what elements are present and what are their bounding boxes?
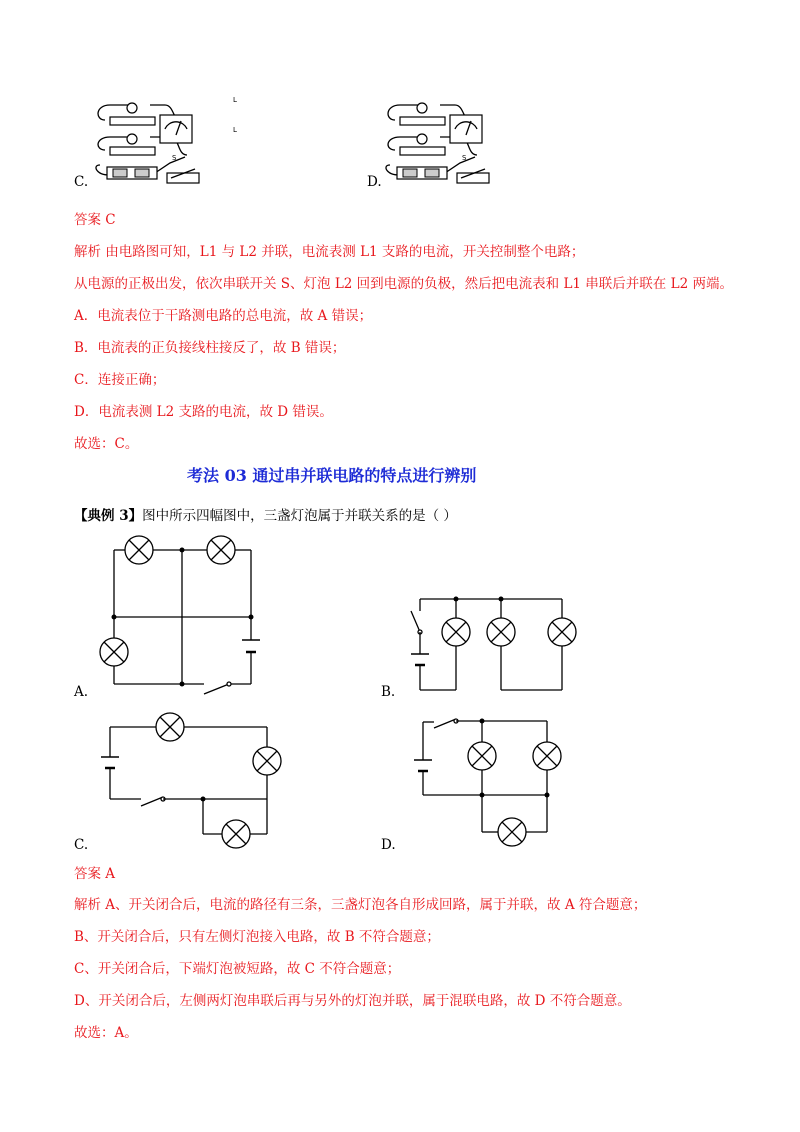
analysis-line: 解析 由电路图可知，L1 与 L2 并联，电流表测 L1 支路的电流，开关控制整个电路；	[74, 244, 585, 260]
diagram-label-d: D.	[381, 837, 396, 853]
analysis-line: D．电流表测 L2 支路的电流，故 D 错误。	[74, 404, 333, 420]
analysis-line: 解析 A、开关闭合后，电流的路径有三条，三盏灯泡各自形成回路，属于并联，故 A 符合题意；	[74, 897, 647, 913]
diagram-label-a: A.	[74, 684, 89, 700]
diagram-label-b: B.	[381, 684, 396, 700]
analysis-line: C．连接正确；	[74, 372, 166, 388]
analysis-line: B．电流表的正负接线柱接反了，故 B 错误；	[74, 340, 346, 356]
analysis-line: D、开关闭合后，左侧两灯泡串联后再与另外的灯泡并联，属于混联电路，故 D 不符合题意。	[74, 993, 631, 1009]
example-tag: 【典例 3】	[74, 508, 143, 524]
answer-line-3: 答案 A	[74, 866, 116, 882]
switch-label-d: S	[462, 154, 467, 162]
circuit-c	[101, 713, 281, 848]
analysis-line: 故选：C。	[74, 436, 139, 452]
analysis-line: 故选：A。	[74, 1025, 138, 1041]
analysis-line: 从电源的正极出发，依次串联开关 S、灯泡 L2 回到电源的负极，然后把电流表和 L1 串联后并联在 L2 两端。	[74, 276, 733, 292]
circuit-a	[100, 536, 260, 694]
lamp-label-l1: L	[233, 96, 237, 104]
answer-line-1: 答案 C	[74, 212, 116, 228]
analysis-line: C、开关闭合后，下端灯泡被短路，故 C 不符合题意；	[74, 961, 401, 977]
option-label-d: D.	[367, 174, 382, 190]
diagram-label-c: C.	[74, 837, 89, 853]
option-label-c: C.	[74, 174, 89, 190]
circuit-d	[414, 719, 561, 847]
section-title: 考法 03 通过串并联电路的特点进行辨别	[187, 466, 477, 485]
circuit-b	[411, 597, 576, 691]
lamp-label-l2: L	[233, 126, 237, 134]
switch-label-c: S	[172, 154, 177, 162]
analysis-line: A．电流表位于干路测电路的总电流，故 A 错误；	[74, 308, 373, 324]
analysis-line: B、开关闭合后，只有左侧灯泡接入电路，故 B 不符合题意；	[74, 929, 440, 945]
example-question-text: 图中所示四幅图中，三盏灯泡属于并联关系的是（ ）	[142, 508, 457, 524]
